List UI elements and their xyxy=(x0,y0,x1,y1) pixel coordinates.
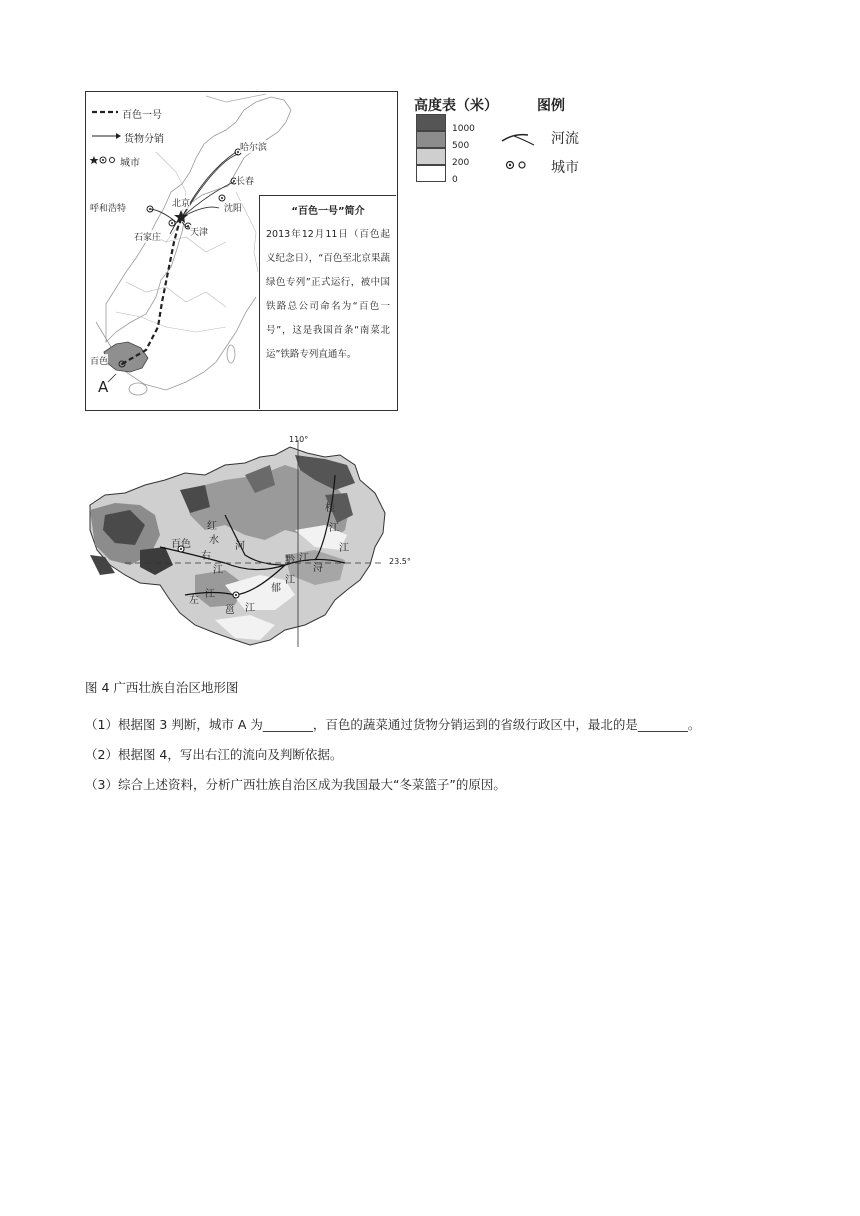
elevation-tick-500: 500 xyxy=(452,141,470,151)
city-shenyang: 沈阳 xyxy=(224,201,242,214)
figure-4-guangxi-map xyxy=(85,435,415,650)
question-1: （1）根据图 3 判断，城市 A 为________，百色的蔬菜通过货物分销运到的省级行政区中，最北的是________。 xyxy=(85,717,701,732)
question-2: （2）根据图 4，写出右江的流向及判断依据。 xyxy=(85,747,343,762)
fig4-city-baise: 百色 xyxy=(171,539,191,550)
legend-route-label: 百色一号 xyxy=(122,110,162,121)
elevation-swatch-200 xyxy=(416,148,446,165)
river-youjiang-char-2: 江 xyxy=(213,565,223,576)
river-zuojiang-char-1: 左 xyxy=(189,595,199,606)
guangxi-terrain-map xyxy=(85,435,415,650)
intro-body: 2013年12月11日（百色起义纪念日），“百色至北京果蔬绿色专列”正式运行，被中国铁路总公司命名为“百色一号”，这是我国首条“南菜北运”铁路专列直通车。 xyxy=(266,229,390,360)
river-hongshuihe-char-3: 河 xyxy=(235,541,245,552)
city-hohhot: 呼和浩特 xyxy=(90,201,126,214)
legend-city-label: 城市 xyxy=(120,158,140,169)
latitude-label: 23.5° xyxy=(389,557,411,566)
city-a-label: A xyxy=(98,378,109,396)
river-xunjiang-char-1: 浔 xyxy=(313,563,323,574)
elevation-tick-0: 0 xyxy=(452,175,458,185)
river-hongshuihe-char-1: 红 xyxy=(207,521,217,532)
river-zuojiang-char-2: 江 xyxy=(205,589,215,600)
elevation-tick-200: 200 xyxy=(452,158,470,168)
river-icon xyxy=(500,127,540,177)
city-beijing: 北京 xyxy=(172,196,190,209)
city-shijiazhuang: 石家庄 xyxy=(134,230,161,243)
legend-river-label: 河流 xyxy=(551,131,579,147)
elevation-swatch-500 xyxy=(416,131,446,148)
figure-3-map xyxy=(85,91,398,411)
city-harbin: 哈尔滨 xyxy=(240,140,267,153)
longitude-label: 110° xyxy=(289,435,309,444)
river-yongjiang-char-1: 邕 xyxy=(225,605,235,616)
city-baise: 百色 xyxy=(90,354,108,367)
river-youjiang-char-1: 右 xyxy=(201,551,211,562)
legend-distribution-label: 货物分销 xyxy=(124,134,164,145)
river-hongshuihe-char-2: 水 xyxy=(209,535,219,546)
elevation-legend-title: 高度表（米） xyxy=(414,98,498,114)
elevation-swatch-1000 xyxy=(416,114,446,131)
legend-city-label-2: 城市 xyxy=(551,160,579,176)
river-qianjiang-char-2: 江 xyxy=(299,553,309,564)
question-3: （3）综合上述资料，分析广西壮族自治区成为我国最大“冬菜篮子”的原因。 xyxy=(85,777,506,792)
river-xunjiang-char-2: 江 xyxy=(339,543,349,554)
elevation-tick-1000: 1000 xyxy=(452,124,475,134)
elevation-swatch-0 xyxy=(416,165,446,182)
city-changchun: 长春 xyxy=(236,174,254,187)
river-qianjiang-char-1: 黔 xyxy=(285,555,295,566)
river-guijiang-char-1: 桂 xyxy=(325,503,335,514)
river-yujiang-char-1: 郁 xyxy=(271,583,281,594)
intro-box xyxy=(259,195,396,409)
city-tianjin: 天津 xyxy=(190,225,208,238)
river-yongjiang-char-2: 江 xyxy=(245,603,255,614)
river-guijiang-char-2: 江 xyxy=(329,523,339,534)
map-legend-title: 图例 xyxy=(537,98,565,114)
river-yujiang-char-2: 江 xyxy=(285,575,295,586)
figure-4-caption: 图 4 广西壮族自治区地形图 xyxy=(85,680,239,695)
intro-title: “百色一号”简介 xyxy=(291,206,365,217)
